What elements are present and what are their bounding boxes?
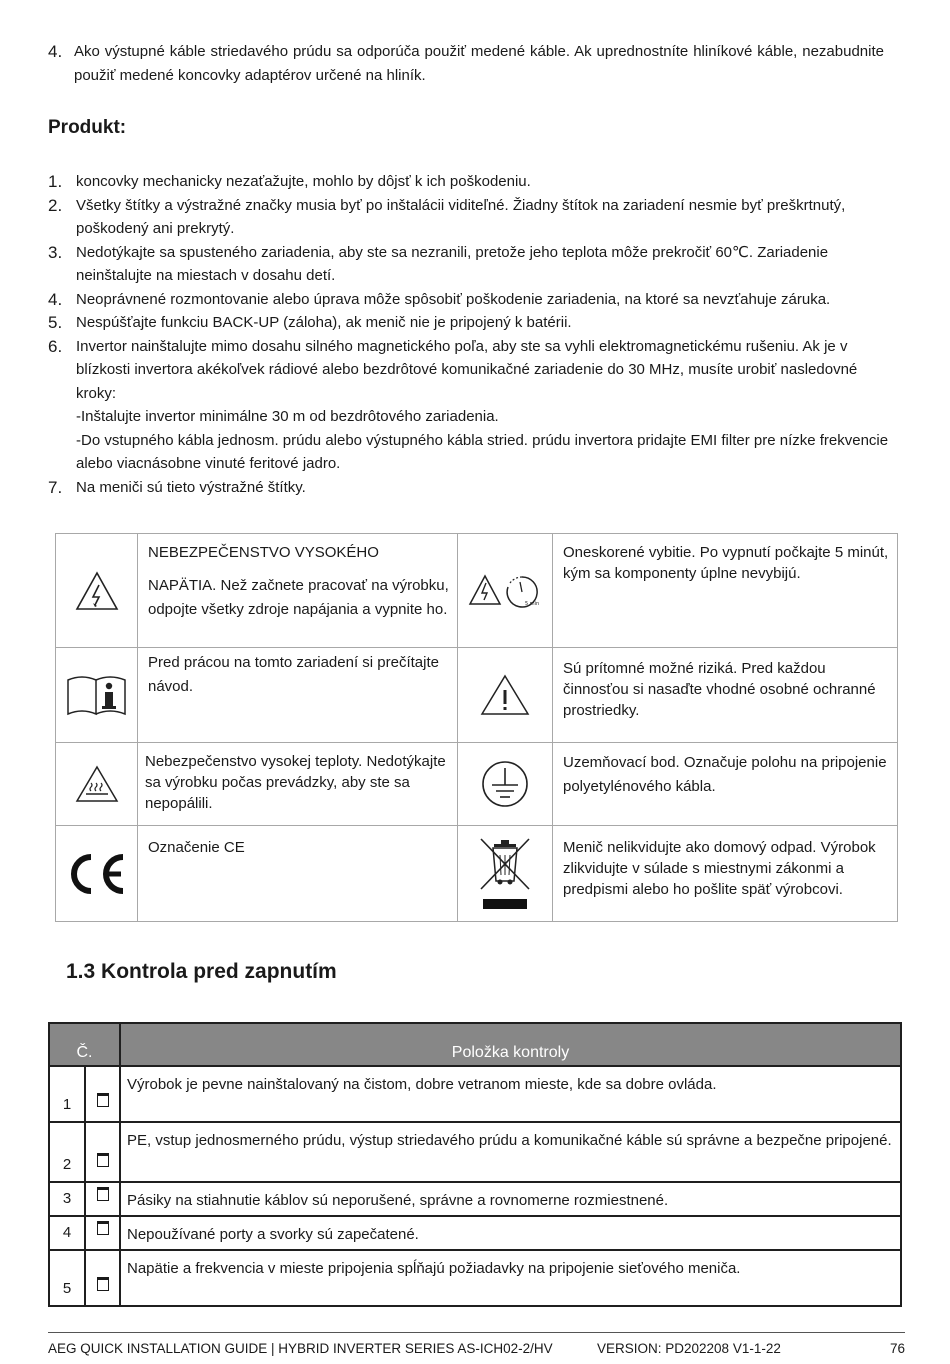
list-item bbox=[48, 476, 900, 500]
row-number: 1 bbox=[49, 1066, 85, 1122]
delayed-discharge-text-cell: Oneskorené vybitie. Po vypnutí počkajte 5 minút, kým sa komponenty úplne nevybijú. bbox=[553, 534, 898, 648]
warning-icon bbox=[479, 673, 531, 717]
table-row bbox=[49, 1216, 901, 1250]
delayed-discharge-icon bbox=[467, 571, 543, 611]
row-text: PE, vstup jednosmerného prúdu, výstup striedavého prúdu a komunikačné káble sú správne a bezpečne pripojené. bbox=[120, 1122, 901, 1182]
item-number: 4. bbox=[48, 42, 63, 61]
product-heading: Produkt: bbox=[48, 117, 127, 138]
earth-icon bbox=[480, 759, 530, 809]
manual-icon bbox=[65, 672, 129, 718]
checkbox-icon bbox=[97, 1153, 109, 1167]
row-number: 2 bbox=[49, 1122, 85, 1182]
item-number: 3. bbox=[48, 242, 63, 262]
checkbox-icon bbox=[97, 1187, 109, 1201]
footer-guide-title: AEG QUICK INSTALLATION GUIDE | HYBRID INVERTER SERIES AS-ICH02-2/HV bbox=[48, 1341, 553, 1356]
ce-icon-cell bbox=[56, 826, 138, 922]
hot-surface-icon-cell bbox=[56, 743, 138, 826]
row-text: Výrobok je pevne nainštalovaný na čistom, dobre vetranom mieste, kde sa dobre ovláda. bbox=[120, 1066, 901, 1122]
item-number: 6. bbox=[48, 336, 63, 356]
pre-start-check-table bbox=[48, 1022, 902, 1307]
high-voltage-title: NEBEZPEČENSTVO VYSOKÉHO bbox=[148, 544, 379, 561]
high-voltage-icon-cell bbox=[56, 534, 138, 648]
row-number: 3 bbox=[49, 1182, 85, 1216]
ce-mark-icon bbox=[65, 851, 129, 897]
row-number: 4 bbox=[49, 1216, 85, 1250]
item-text: Nedotýkajte sa spusteného zariadenia, aby ste sa nezranili, pretože jeho teplota môže prekročiť 60℃. Zariadenie neinštalujte na miestach v dosahu detí. bbox=[76, 243, 829, 284]
earth-text-cell: Uzemňovací bod. Označuje polohu na pripojenie polyetylénového kábla. bbox=[553, 743, 898, 826]
list-item bbox=[48, 241, 900, 288]
table-row bbox=[49, 1250, 901, 1306]
item-text: Na meniči sú tieto výstražné štítky. bbox=[76, 478, 306, 496]
item-text: koncovky mechanicky nezaťažujte, mohlo by dôjsť k ich poškodeniu. bbox=[76, 173, 531, 190]
risk-text-cell: Sú prítomné možné riziká. Pred každou činnosťou si nasaďte vhodné osobné ochranné prostriedky. bbox=[553, 648, 898, 743]
table-row bbox=[49, 1182, 901, 1216]
weee-text-cell: Menič nelikvidujte ako domový odpad. Výrobok zlikvidujte v súlade s miestnymi zákonmi a predpismi alebo ho pošlite späť výrobcovi. bbox=[553, 826, 898, 922]
item-number: 2. bbox=[48, 195, 63, 215]
weee-bin-icon bbox=[475, 833, 535, 915]
item-number: 4. bbox=[48, 289, 63, 309]
product-list bbox=[48, 170, 900, 499]
row-text: Nepoužívané porty a svorky sú zapečatené. bbox=[120, 1216, 901, 1250]
checkbox-icon bbox=[97, 1093, 109, 1107]
earth-icon-cell bbox=[458, 743, 553, 826]
list-item bbox=[48, 335, 900, 476]
high-voltage-icon bbox=[74, 570, 120, 612]
list-item bbox=[48, 170, 900, 194]
checkbox-icon bbox=[97, 1221, 109, 1235]
hot-surface-icon bbox=[74, 764, 120, 804]
item-text: Nespúšťajte funkciu BACK-UP (záloha), ak menič nie je pripojený k batérii. bbox=[76, 314, 572, 331]
row-checkbox[interactable] bbox=[85, 1066, 120, 1122]
row-text: Pásiky na stiahnutie káblov sú neporušené, správne a rovnomerne rozmiestnené. bbox=[120, 1182, 901, 1216]
ce-text-cell: Označenie CE bbox=[138, 826, 458, 922]
sub-item-text: -Do vstupného kábla jednosm. prúdu alebo výstupného kábla stried. prúdu invertora pridajte EMI filter pre nízke frekvencie alebo viacnásobne vinuté feritové jadro. bbox=[76, 431, 889, 472]
row-checkbox[interactable] bbox=[85, 1182, 120, 1216]
checkbox-icon bbox=[97, 1277, 109, 1291]
item-number: 7. bbox=[48, 477, 63, 497]
row-checkbox[interactable] bbox=[85, 1216, 120, 1250]
section-heading: 1.3 Kontrola pred zapnutím bbox=[66, 960, 337, 983]
delayed-icon-label: 5 min bbox=[525, 600, 540, 607]
list-item bbox=[48, 288, 900, 312]
row-checkbox[interactable] bbox=[85, 1122, 120, 1182]
sub-item-text: -Inštalujte invertor minimálne 30 m od bezdrôtového zariadenia. bbox=[76, 408, 499, 425]
row-text: Napätie a frekvencia v mieste pripojenia spĺňajú požiadavky na pripojenie sieťového meniča. bbox=[120, 1250, 901, 1306]
weee-icon-cell bbox=[458, 826, 553, 922]
warning-labels-table bbox=[55, 533, 898, 922]
table-row bbox=[49, 1122, 901, 1182]
row-checkbox[interactable] bbox=[85, 1250, 120, 1306]
item-text: Všetky štítky a výstražné značky musia byť po inštalácii viditeľné. Žiadny štítok na zariadení nesmie byť preškrtnutý, poškodený ani prekrytý. bbox=[76, 196, 846, 237]
high-voltage-text: NAPÄTIA. Než začnete pracovať na výrobku, odpojte všetky zdroje napájania a vypnite ho. bbox=[148, 577, 449, 618]
table-row bbox=[49, 1066, 901, 1122]
column-header-number: Č. bbox=[49, 1023, 120, 1066]
item-number: 1. bbox=[48, 172, 63, 191]
list-item bbox=[48, 311, 900, 335]
item-text: Ako výstupné káble striedavého prúdu sa odporúča použiť medené káble. Ak uprednostníte hliníkové káble, nezabudnite použiť medené koncovky adaptérov určené na hliník. bbox=[74, 43, 884, 84]
high-voltage-text-cell bbox=[138, 534, 458, 648]
row-number: 5 bbox=[49, 1250, 85, 1306]
item-text: Invertor nainštalujte mimo dosahu silného magnetického poľa, aby ste sa vyhli elektromagnetickému rušeniu. Ak je v blízkosti invertora akékoľvek rádiové alebo bezdrôtové komunikačné zariadenie do 30 MHz, musíte urobiť nasledovné kroky: bbox=[76, 337, 858, 402]
warning-icon-cell bbox=[458, 648, 553, 743]
hot-surface-text-cell: Nebezpečenstvo vysokej teploty. Nedotýkajte sa výrobku počas prevádzky, aby ste sa nepopálili. bbox=[138, 743, 458, 826]
manual-icon-cell bbox=[56, 648, 138, 743]
footer-version: VERSION: PD202208 V1-1-22 bbox=[597, 1341, 781, 1356]
item-text: Neoprávnené rozmontovanie alebo úprava môže spôsobiť poškodenie zariadenia, na ktoré sa nevzťahuje záruka. bbox=[76, 290, 831, 308]
safety-item-4 bbox=[48, 40, 884, 88]
list-item bbox=[48, 194, 900, 241]
column-header-item: Položka kontroly bbox=[120, 1023, 901, 1066]
manual-text-cell: Pred prácou na tomto zariadení si prečítajte návod. bbox=[138, 648, 458, 743]
page-footer bbox=[48, 1332, 905, 1356]
delayed-discharge-icon-cell bbox=[458, 534, 553, 648]
item-number: 5. bbox=[48, 313, 63, 332]
page-number: 76 bbox=[889, 1341, 905, 1356]
